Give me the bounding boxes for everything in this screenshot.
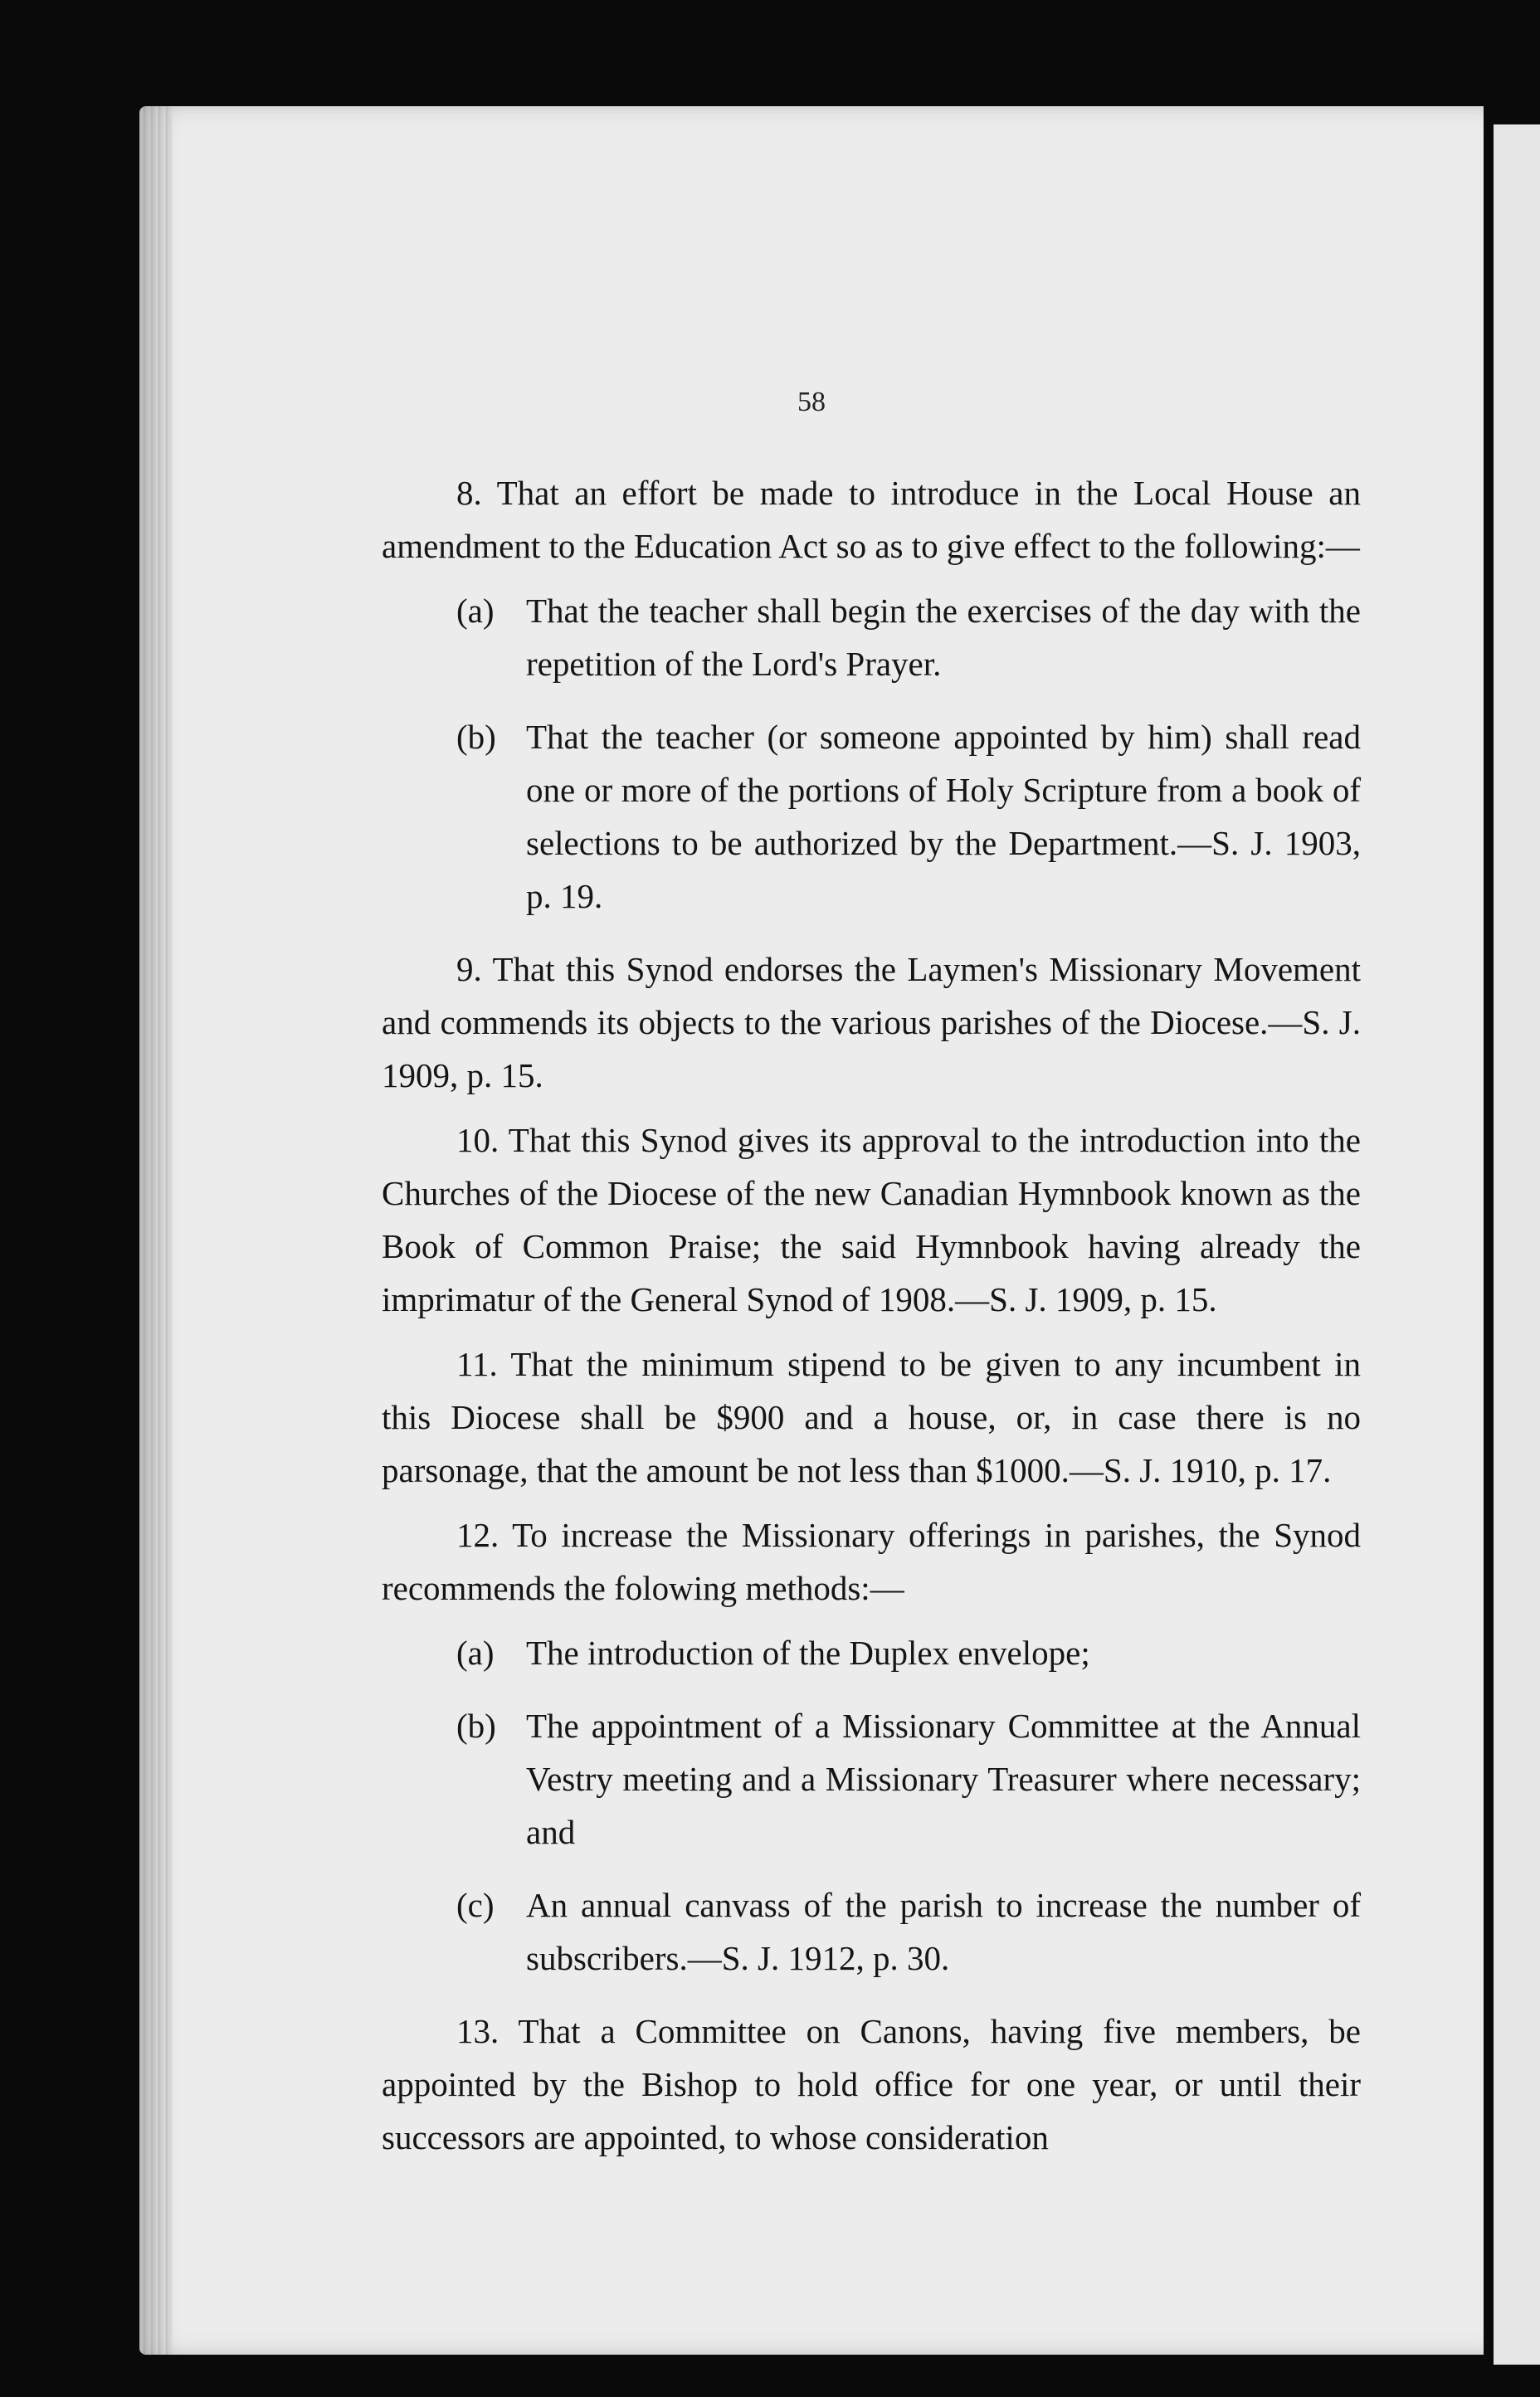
- page-binding-shadow: [139, 106, 173, 2355]
- list-item-12a: [456, 1626, 1361, 1679]
- adjacent-page-edge: [1494, 124, 1540, 2365]
- paragraph-13: 13. That a Committee on Canons, having five members, be appointed by the Bishop to hold office for one year, or until their successors are appointed, to whose consideration: [382, 2012, 1361, 2156]
- list-item-8a: [456, 584, 1361, 690]
- list-item-label: (a): [456, 592, 495, 630]
- page-body: [382, 466, 1361, 2164]
- paragraph-8: 8. That an effort be made to introduce in the Local House an amendment to the Education Act so as to give effect to the following:—: [382, 474, 1361, 565]
- list-item-label: (c): [456, 1886, 495, 1924]
- page-number: 58: [797, 387, 826, 417]
- list-item-text: The introduction of the Duplex envelope;: [526, 1634, 1090, 1672]
- list-item-label: (b): [456, 1707, 496, 1745]
- list-item-12c: [456, 1878, 1361, 1985]
- list-item-label: (a): [456, 1634, 495, 1672]
- list-item-8b: [456, 710, 1361, 923]
- paragraph-10: 10. That this Synod gives its approval to the introduction into the Churches of the Diocese of the new Canadian Hymnbook known as the Book of Common Praise; the said Hymnbook having already the imprimatur of the General Synod of 1908.—S. J. 1909, p. 15.: [382, 1121, 1361, 1318]
- paragraph-11: 11. That the minimum stipend to be given to any incumbent in this Diocese shall be $900 and a house, or, in case there is no parsonage, that the amount be not less than $1000.—S. J. 1910, p. 17.: [382, 1345, 1361, 1489]
- list-item-12b: [456, 1699, 1361, 1859]
- list-item-label: (b): [456, 718, 496, 756]
- list-item-text: The appointment of a Missionary Committee at the Annual Vestry meeting and a Missionary Treasurer where necessary; and: [526, 1707, 1361, 1851]
- list-item-text: That the teacher shall begin the exercises of the day with the repetition of the Lord's Prayer.: [526, 592, 1361, 683]
- paragraph-9: 9. That this Synod endorses the Laymen's Missionary Movement and commends its objects to the various parishes of the Diocese.—S. J. 1909, p. 15.: [382, 950, 1361, 1094]
- paragraph-12: 12. To increase the Missionary offerings in parishes, the Synod recommends the folowing methods:—: [382, 1516, 1361, 1607]
- list-item-text: An annual canvass of the parish to increase the number of subscribers.—S. J. 1912, p. 30.: [526, 1886, 1361, 1977]
- list-item-text: That the teacher (or someone appointed by him) shall read one or more of the portions of Holy Scripture from a book of selections to be authorized by the Department.—S. J. 1903, p. 19.: [526, 718, 1361, 915]
